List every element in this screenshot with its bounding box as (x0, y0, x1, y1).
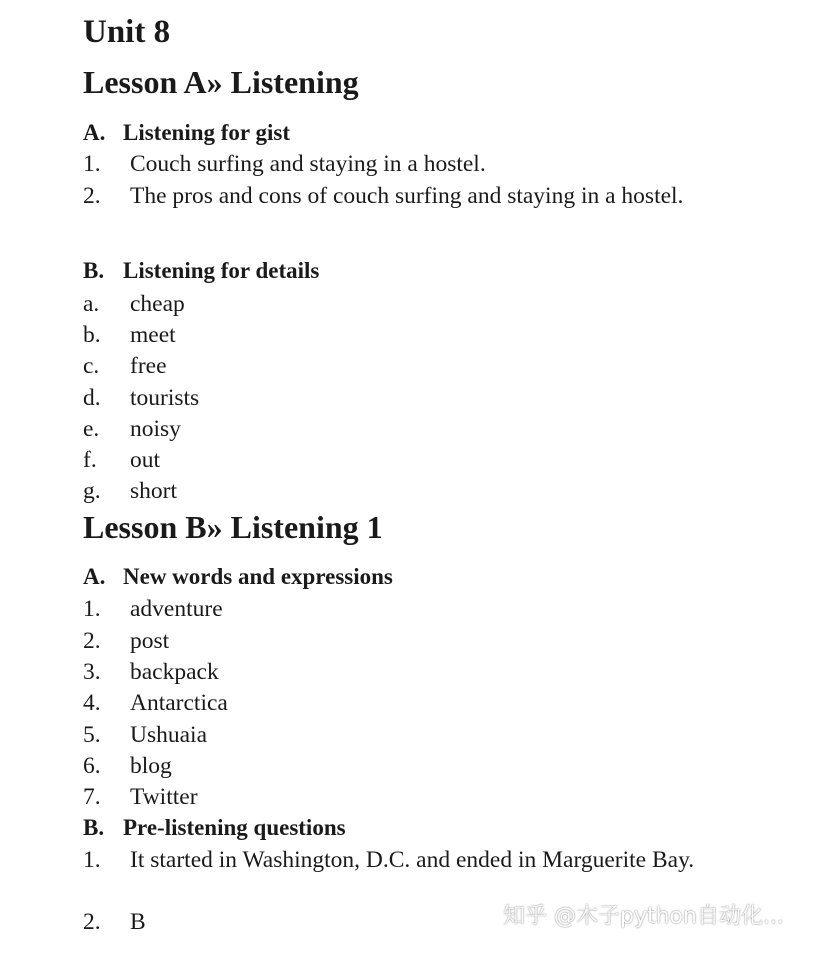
section-heading-text: Listening for gist (123, 120, 290, 145)
item-text: backpack (130, 659, 219, 685)
section-letter: A. (83, 564, 106, 589)
unit-title: Unit 8 (83, 14, 171, 50)
section-heading-text: Pre-listening questions (123, 815, 346, 840)
item-marker: d. (83, 385, 101, 411)
item-text: out (130, 447, 161, 473)
item-text: free (130, 353, 167, 379)
item-text: post (130, 628, 170, 654)
lesson-a-section-a-heading (83, 120, 290, 146)
item-text: It started in Washington, D.C. and ended in Marguerite Bay. (130, 847, 695, 873)
item-marker: 6. (83, 753, 101, 779)
item-text: Ushuaia (130, 722, 208, 748)
section-heading-text: New words and expressions (123, 564, 393, 589)
item-marker: b. (83, 322, 101, 348)
item-text: meet (130, 322, 176, 348)
item-text: B (130, 909, 146, 935)
item-text: Couch surfing and staying in a hostel. (130, 151, 486, 177)
item-text: The pros and cons of couch surfing and staying in a hostel. (130, 183, 684, 209)
item-marker: c. (83, 353, 100, 379)
item-text: tourists (130, 385, 200, 411)
item-marker: 5. (83, 722, 101, 748)
item-marker: 3. (83, 659, 101, 685)
item-text: short (130, 478, 177, 504)
item-text: blog (130, 753, 172, 779)
lesson-b-section-b-heading (83, 815, 346, 841)
section-letter: B. (83, 815, 105, 840)
section-heading-text: Listening for details (123, 258, 320, 283)
lesson-a-section-b-heading (83, 258, 319, 284)
section-letter: A. (83, 120, 106, 145)
item-text: Twitter (130, 784, 198, 810)
item-marker: 2. (83, 909, 101, 935)
item-marker: f. (83, 447, 97, 473)
watermark: 知乎 @木子python自动化... (503, 904, 784, 929)
item-marker: e. (83, 416, 100, 442)
lesson-a-title: Lesson A» Listening (83, 64, 359, 100)
lesson-b-section-a-heading (83, 564, 393, 590)
item-text: cheap (130, 291, 185, 317)
section-letter: B. (83, 258, 105, 283)
item-text: adventure (130, 596, 223, 622)
item-marker: 2. (83, 183, 101, 209)
item-marker: 1. (83, 847, 101, 873)
item-marker: a. (83, 291, 100, 317)
item-marker: 4. (83, 690, 101, 716)
item-marker: g. (83, 478, 101, 504)
item-marker: 1. (83, 596, 101, 622)
item-marker: 7. (83, 784, 101, 810)
item-text: Antarctica (130, 690, 228, 716)
item-text: noisy (130, 416, 181, 442)
item-marker: 1. (83, 151, 101, 177)
lesson-b-title: Lesson B» Listening 1 (83, 509, 383, 545)
item-marker: 2. (83, 628, 101, 654)
